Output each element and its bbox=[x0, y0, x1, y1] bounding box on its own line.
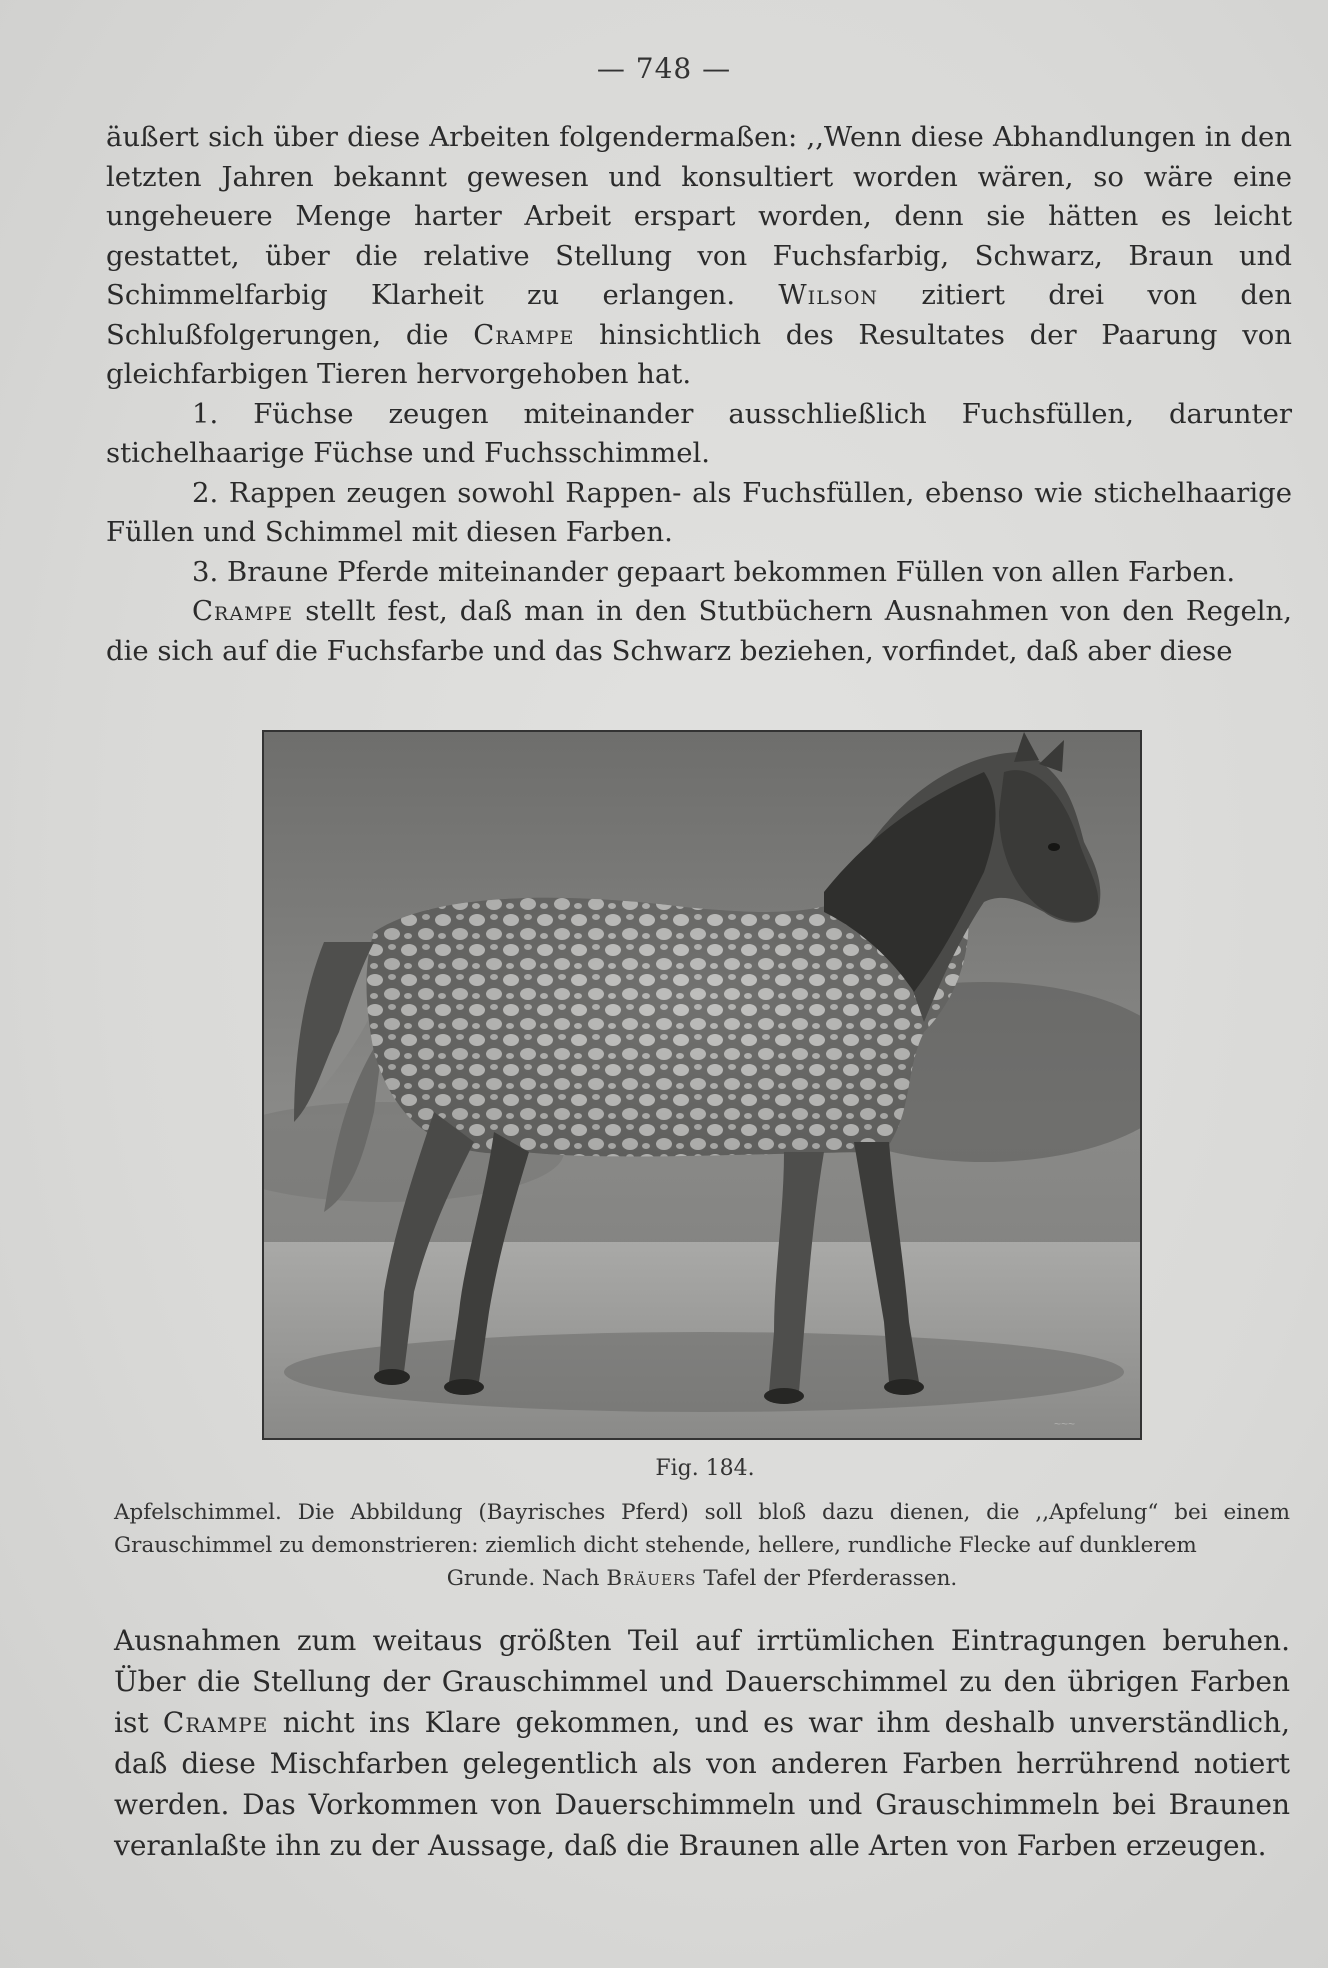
body-text-top bbox=[106, 118, 1292, 671]
dapple-grey-horse-image bbox=[264, 732, 1140, 1438]
paragraph-3-part-b: nicht ins Klare gekommen, und es war ihm deshalb unverständlich, daß diese Mischfarben gelegentlich als von anderen Farben herrührend notiert werden. Das Vorkommen von Dauerschimmeln und Grauschimmeln bei Braunen veranlaßte ihn zu der Aussage, daß die Braunen alle Arten von Farben erzeugen. bbox=[114, 1706, 1290, 1862]
paragraph-1-part-c: hinsichtlich des Resultates der Paarung von gleichfarbigen Tieren hervorgehoben hat. bbox=[106, 318, 1292, 390]
paragraph-1 bbox=[106, 118, 1292, 395]
figure-horse-illustration bbox=[262, 730, 1142, 1440]
figure-label: Fig. 184. bbox=[655, 1456, 755, 1481]
list-item-1: 1. Füchse zeugen miteinander ausschließlich Fuchsfüllen, darunter stichelhaarige Füchse und Fuchsschimmel. bbox=[106, 397, 1292, 469]
list-item-3: 3. Braune Pferde miteinander gepaart bekommen Füllen von allen Farben. bbox=[192, 555, 1236, 588]
caption-last-line bbox=[114, 1562, 1290, 1595]
author-name-crampe: Crampe bbox=[192, 595, 294, 627]
caption-part-b-post: Tafel der Pferderassen. bbox=[703, 1566, 958, 1591]
list-item-2: 2. Rappen zeugen sowohl Rappen- als Fuchsfüllen, ebenso wie stichelhaarige Füllen und Schimmel mit diesen Farben. bbox=[106, 476, 1292, 548]
figure-caption bbox=[114, 1496, 1290, 1595]
paragraph-2 bbox=[106, 592, 1292, 671]
paragraph-1-part-a: äußert sich über diese Arbeiten folgendermaßen: ,,Wenn diese Abhandlungen in den letzten Jahren bekannt gewesen und konsultiert worden wären, so wäre eine ungeheuere Menge harter Arbeit erspart worden, denn sie hätten es leicht gestattet, über die relative Stellung von Fuchsfarbig, Schwarz, Braun und Schimmelfarbig Klarheit zu erlangen. bbox=[106, 121, 1292, 311]
author-name-wilson: Wilson bbox=[778, 279, 879, 311]
author-name-crampe: Crampe bbox=[162, 1706, 269, 1739]
paragraph-3 bbox=[114, 1620, 1290, 1866]
author-name-braeuers: Bräuers bbox=[606, 1566, 697, 1591]
printer-mark: ~~~ bbox=[1054, 1417, 1076, 1431]
page-number: — 748 — bbox=[596, 52, 732, 85]
caption-part-b-pre: Grunde. Nach bbox=[446, 1566, 600, 1591]
body-text-bottom bbox=[114, 1620, 1290, 1866]
paragraph-2-text: stellt fest, daß man in den Stutbüchern Ausnahmen von den Regeln, die sich auf die Fuchsfarbe und das Schwarz beziehen, vorfindet, daß aber diese bbox=[106, 595, 1292, 667]
paragraph-1-part-b: zitiert drei von den Schlußfolgerungen, die bbox=[106, 279, 1293, 351]
paragraph-3-part-a: Ausnahmen zum weitaus größten Teil auf irrtümlichen Eintragungen beruhen. Über die Stellung der Grauschimmel und Dauerschimmel zu den übrigen Farben ist bbox=[114, 1624, 1290, 1739]
caption-part-a: Apfelschimmel. Die Abbildung (Bayrisches Pferd) soll bloß dazu dienen, die ,,Apfelung“ bei einem Grauschimmel zu demonstrieren: ziemlich dicht stehende, hellere, rundliche Flecke auf dunklerem bbox=[114, 1500, 1290, 1558]
author-name-crampe: Crampe bbox=[473, 318, 575, 351]
